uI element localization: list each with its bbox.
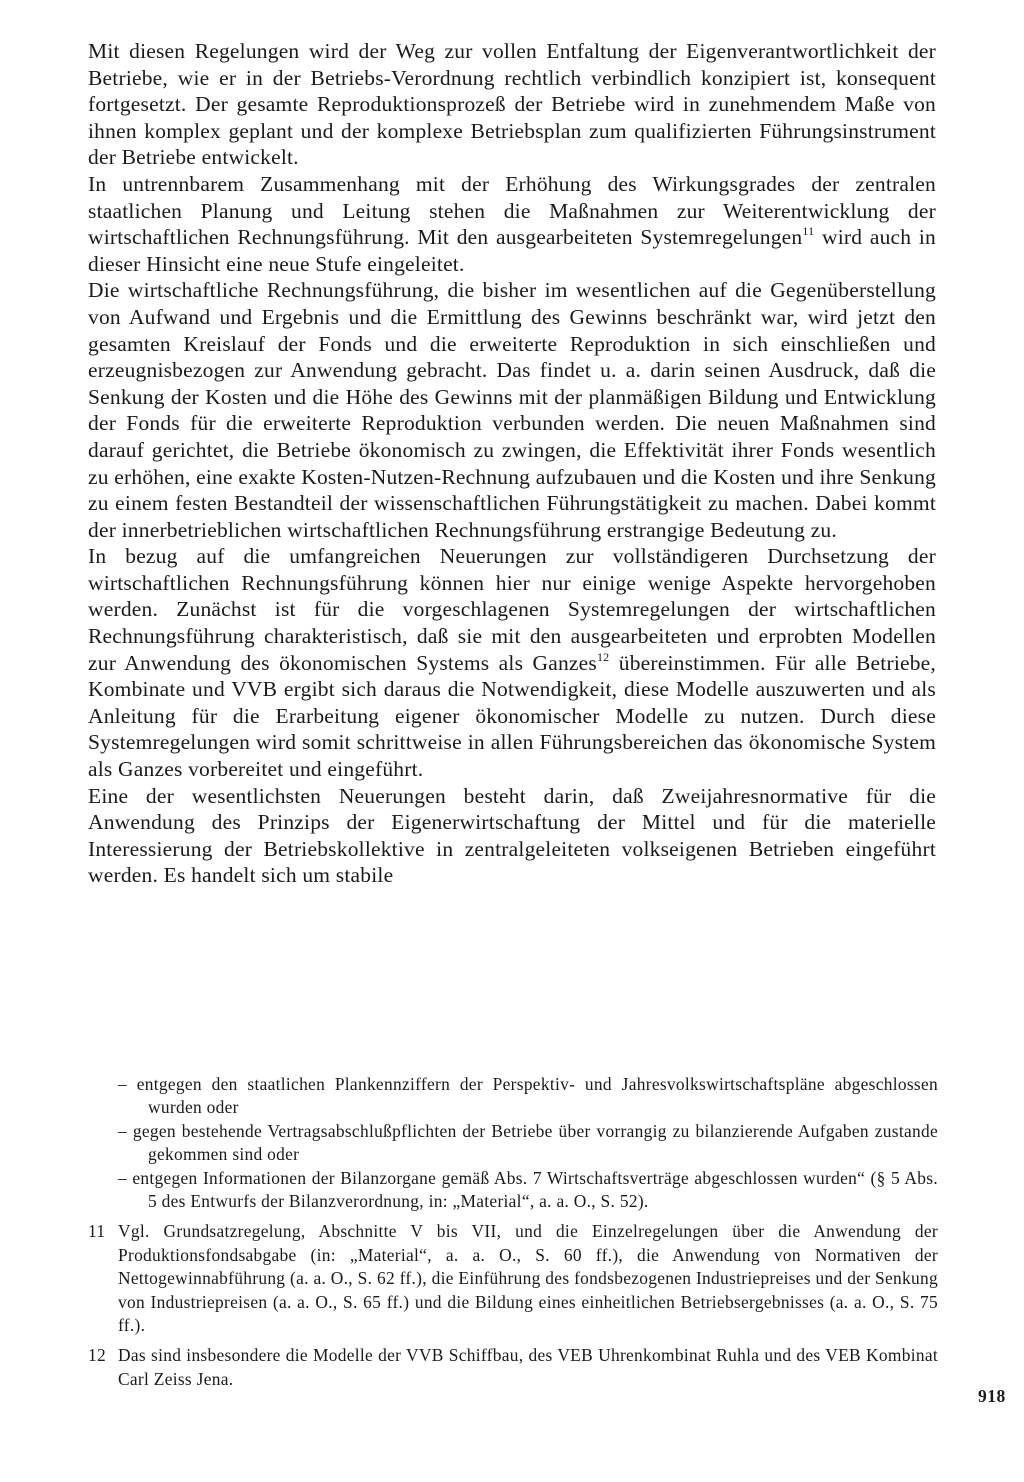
footnote-number: 12 bbox=[88, 1345, 106, 1366]
footnote-text: Vgl. Grundsatzregelung, Abschnitte V bis VII, und die Einzelregelungen über die Anwendung der Produktionsfondsabgabe (in: „Material“, a. a. O., S. 60 ff.), die Anwendung von Normativen der Nettogewinnabführung (a. a. O., S. 62 ff.), die Einführung des fondsbezogenen Industriepreises und der Senkung von Industriepreisen (a. a. O., S. 65 ff.) und die Bildung eines einheitlichen Betriebsergebnisses (a. a. O., S. 75 ff.). bbox=[118, 1221, 938, 1336]
footnote-text: Das sind insbesondere die Modelle der VVB Schiffbau, des VEB Uhrenkombinat Ruhla und des VEB Kombinat Carl Zeiss Jena. bbox=[118, 1345, 938, 1389]
footnote-continuation-item: – gegen bestehende Vertragsabschlußpflichten der Betriebe über vorrangig zu bilanzierende Aufgaben zustande gekommen sind oder bbox=[118, 1120, 938, 1165]
paragraph-text: Mit diesen Regelungen wird der Weg zur vollen Entfaltung der Eigenverantwortlichkeit der Betriebe, wie er in der Betriebs-Verordnung rechtlich verbindlich konzipiert ist, konsequent fortgesetzt. Der gesamte Reproduktionsprozeß der Betriebe wird in zunehmendem Maße von ihnen komplex geplant und der komplexe Betriebsplan zum qualifizierten Führungsinstrument der Betriebe entwickelt. bbox=[88, 39, 936, 170]
paragraph-text: In bezug auf die umfangreichen Neuerungen zur vollständigeren Durchsetzung der wirtschaftlichen Rechnungsführung können hier nur einige wenige Aspekte hervorgehoben werden. Zunächst ist für die vorgeschlagenen Systemregelungen der wirtschaftlichen Rechnungsführung charakteristisch, daß sie mit den ausgearbeiteten und erprobten Modellen zur Anwendung des ökonomischen Systems als Ganzes bbox=[88, 544, 936, 675]
paragraph-text: wird auch in dieser Hinsicht eine neue Stufe eingeleitet. bbox=[88, 225, 936, 276]
footnote-11 bbox=[88, 1220, 938, 1337]
footnote-continuation-item: – entgegen den staatlichen Plankennziffern der Perspektiv- und Jahresvolkswirtschaftspläne abgeschlossen wurden oder bbox=[118, 1074, 938, 1118]
paragraph bbox=[88, 277, 936, 543]
paragraph-text: In untrennbarem Zusammenhang mit der Erhöhung des Wirkungsgrades der zentralen staatlichen Planung und Leitung stehen die Maßnahmen zur Weiterentwicklung der wirtschaftlichen Rechnungsführung. Mit den ausgearbeiteten Systemregelungen bbox=[88, 171, 936, 250]
footnote-12 bbox=[88, 1344, 938, 1391]
paragraph bbox=[88, 543, 936, 782]
paragraph bbox=[88, 171, 936, 277]
paragraph-text: Die wirtschaftliche Rechnungsführung, die bisher im wesentlichen auf die Gegenüberstellung von Aufwand und Ergebnis und die Ermittlung des Gewinns beschränkt war, wird jetzt den gesamten Kreislauf der Fonds und die erweiterte Reproduktion in sich einschließen und erzeugnisbezogen zur Anwendung gebracht. Das findet u. a. darin seinen Ausdruck, daß die Senkung der Kosten und die Höhe des Gewinns mit der planmäßigen Bildung und Entwicklung der Fonds für die erweiterte Reproduktion verbunden werden. Die neuen Maßnahmen sind darauf gerichtet, die Betriebe ökonomisch zu zwingen, die Effektivität ihrer Fonds wesentlich zu erhöhen, eine exakte Kosten-Nutzen-Rechnung aufzubauen und die Kosten und ihre Senkung zu einem festen Bestandteil der wissenschaftlichen Führungstätigkeit zu machen. Dabei kommt der innerbetrieblichen wirtschaftlichen Rechnungsführung erstrangige Bedeutung zu. bbox=[88, 278, 936, 542]
footnote-number: 11 bbox=[88, 1221, 106, 1242]
footnote-ref-12: 12 bbox=[596, 649, 610, 664]
paragraph bbox=[88, 38, 936, 171]
page-number: 918 bbox=[978, 1386, 1006, 1406]
footnote-continuation-item: – entgegen Informationen der Bilanzorgane gemäß Abs. 7 Wirtschaftsverträge abgeschlossen wurden“ (§ 5 Abs. 5 des Entwurfs der Bilanzverordnung, in: „Material“, a. a. O., S. 52). bbox=[118, 1167, 938, 1212]
main-text bbox=[88, 38, 936, 889]
paragraph-text: übereinstimmen. Für alle Betriebe, Kombinate und VVB ergibt sich daraus die Notwendigkeit, diese Modelle auszuwerten und als Anleitung für die Erarbeitung eigener ökonomischer Modelle zu nutzen. Durch diese Systemregelungen wird somit schrittweise in allen Führungsbereichen das ökonomische System als Ganzes vorbereitet und eingeführt. bbox=[88, 650, 936, 782]
footnote-ref-11: 11 bbox=[802, 224, 815, 239]
paragraph bbox=[88, 783, 936, 889]
footnotes bbox=[88, 1073, 938, 1391]
paragraph-text: Eine der wesentlichsten Neuerungen besteht darin, daß Zweijahresnormative für die Anwendung des Prinzips der Eigenerwirtschaftung der Mittel und für die materielle Interessierung der Betriebskollektive in zentralgeleiteten volkseigenen Betrieben eingeführt werden. Es handelt sich um stabile bbox=[88, 783, 936, 888]
